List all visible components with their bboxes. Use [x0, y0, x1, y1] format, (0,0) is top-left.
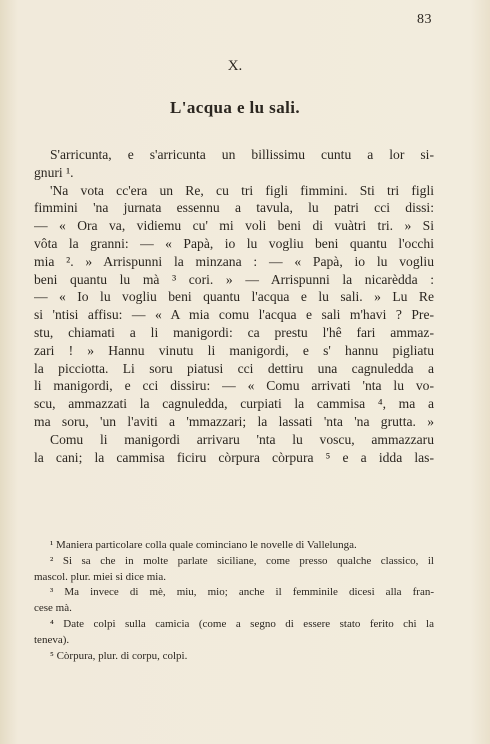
footnote-line: ⁵ Còrpura, plur. di corpu, colpi. — [50, 649, 188, 662]
body-line: — « Ora va, vidiemu cu' mi voli beni di vuàtri tri. » Si — [34, 218, 434, 234]
footnote-line: cese mà. — [34, 602, 72, 615]
footnote-line: ² Si sa che in molte parlate siciliane, come presso qualche classico, il — [50, 554, 434, 567]
body-line: — « Io lu vogliu beni quantu l'acqua e lu sali. » Lu Re — [34, 289, 434, 305]
body-line: mia ². » Arrispunni la minzana : — « Papà, io lu vogliu — [34, 253, 434, 269]
footnote-line: mascol. plur. miei si dice mia. — [34, 570, 166, 583]
body-line: si 'ntisi affisu: — « A mia comu l'acqua e sali m'havi ? Pre- — [34, 307, 434, 323]
footnote-line: ¹ Maniera particolare colla quale cominciano le novelle di Vallelunga. — [50, 539, 357, 551]
body-line: la cani; la cammisa ficiru còrpura còrpura ⁵ e a idda las- — [34, 449, 434, 465]
footnote-line: teneva). — [34, 633, 70, 646]
body-line: 'Na vota cc'era un Re, cu tri figli fimmini. Sti tri figli — [50, 182, 434, 198]
body-line: S'arricunta, e s'arricunta un billissimu cuntu a lor si- — [50, 147, 434, 162]
chapter-number: X. — [227, 58, 243, 74]
story-body — [34, 146, 434, 466]
body-line: ma soru, 'un l'aviti a 'mmazzari; la lassati 'nta 'na grutta. » — [34, 413, 434, 429]
body-line: li manigordi, e cci dissiru: — « Comu arrivati 'nta lu vo- — [34, 378, 434, 394]
body-line: Comu li manigordi arrivaru 'nta lu voscu, ammazzaru — [50, 431, 434, 447]
footnotes — [34, 538, 434, 664]
footnote-line: ³ Ma invece di mè, miu, mio; anche il femminile dicesi alla fran- — [50, 586, 434, 599]
body-line: stu, chiamati a li manigordi: ca prestu l'hê fari ammaz- — [34, 324, 434, 340]
body-line: zari ! » Hannu vinutu li manigordi, e s' hannu pigliatu — [34, 342, 434, 358]
page-number: 83 — [417, 12, 432, 27]
body-line: la picciotta. Li soru piatusi cci dettiru una cagnuledda a — [34, 360, 434, 376]
body-line: vôta la granni: — « Papà, io lu vogliu beni quantu l'occhi — [34, 235, 434, 251]
body-line: gnuri ¹. — [34, 164, 74, 180]
body-line: scu, ammazzati la cagnuledda, curpiati la cammisa ⁴, ma a — [34, 396, 434, 412]
footnote-line: ⁴ Date colpi sulla camicia (come a segno di essere stato ferito chi la — [50, 617, 434, 630]
story-title: L'acqua e lu sali. — [169, 98, 300, 117]
body-line: fimmini 'na jurnata essennu a tavula, lu patri cci dissi: — [34, 200, 434, 216]
body-line: beni quantu lu mà ³ cori. » — Arrispunni la nicarèdda : — [34, 271, 434, 287]
